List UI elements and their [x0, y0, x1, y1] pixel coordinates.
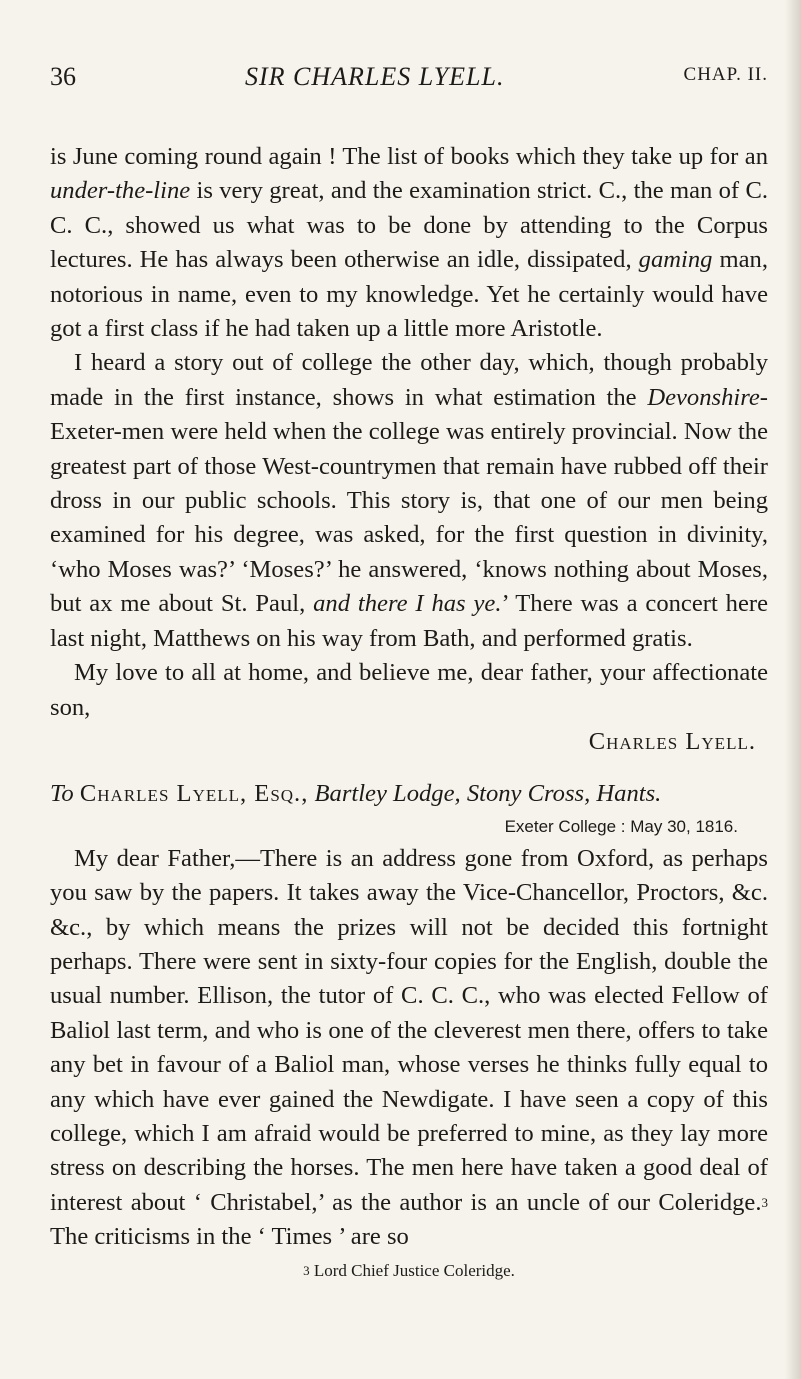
address-to: To	[50, 780, 74, 808]
paragraph-2	[50, 346, 768, 656]
text-run: man, notorious in name, even to my knowledge. Yet he certainly would have got a first class if he had taken up a little more Aristotle.	[50, 246, 769, 343]
italic-run: gaming	[638, 246, 713, 274]
footnote-reference: 3	[761, 1194, 768, 1210]
letter-text	[50, 140, 768, 1283]
paragraph-1	[50, 140, 768, 346]
text-run: My dear Father,—There is an address gone from Oxford, as perhaps you saw by the papers. It takes away the Vice-Chancellor, Proctors, &c. &c., by which means the prizes will not be decided this fortnight perhaps. There were sent in sixty-four copies for the English, double the usual number. Ellison, the tutor of C. C. C., who was elected Fellow of Baliol last term, and who is one of the cleverest men there, offers to take any bet in favour of a Baliol man, whose verses he thinks fully equal to any which have ever gained the Newdigate. I have seen a copy of this college, which I am afraid would be preferred to mine, as they lay more stress on describing the horses. The men here have taken a good deal of interest about ‘ Christabel,’ as the author is an uncle of our Coleridge.	[50, 844, 768, 1216]
italic-run: under-the-line	[50, 177, 191, 205]
chapter-label: CHAP. II.	[683, 64, 768, 85]
page-edge-shadow	[785, 0, 801, 1379]
book-page	[50, 62, 768, 1283]
text-run: ’ There was a concert here last night, Matthews on his way from Bath, and performed gratis.	[50, 590, 768, 652]
dateline: Exeter College : May 30, 1816.	[504, 816, 738, 836]
italic-run: Devonshire	[647, 383, 760, 411]
text-run: The criticisms in the ‘ Times ’ are so	[50, 1223, 409, 1251]
footnote-text: Lord Chief Justice Coleridge.	[309, 1260, 515, 1280]
footnote-mark: 3	[303, 1262, 310, 1278]
italic-run: and there I has ye.	[313, 590, 502, 618]
paragraph-4	[50, 842, 768, 1255]
footnote	[50, 1259, 768, 1283]
address-name: Charles Lyell, Esq.,	[79, 780, 309, 808]
running-header	[50, 62, 768, 106]
running-title: SIR CHARLES LYELL.	[245, 62, 505, 91]
signature: Charles Lyell.	[588, 727, 756, 755]
address-place: Bartley Lodge, Stony Cross, Hants.	[314, 780, 662, 808]
paragraph-3: My love to all at home, and believe me, dear father, your affectionate son,	[50, 659, 768, 721]
address-line	[50, 777, 768, 811]
text-run: I heard a story out of college the other day, which, though probably made in the first instance, shows in what estimation the	[50, 349, 768, 411]
text-run: is very great, and the examination strict. C., the man of C. C. C., showed us what was to be done by attending to the Corpus lectures. He has always been otherwise an idle, dissipated,	[50, 177, 768, 274]
text-run: is June coming round again ! The list of books which they take up for an	[50, 143, 768, 170]
page-number: 36	[50, 62, 76, 91]
text-run: -Exeter-men were held when the college was entirely provincial. Now the greatest part of those West-countrymen that remain have rubbed off their dross in our public schools. This story is, that one of our men being examined for his degree, was asked, for the first question in divinity, ‘who Moses was?’ ‘Moses?’ he answered, ‘knows nothing about Moses, but ax me about St. Paul,	[50, 383, 768, 618]
